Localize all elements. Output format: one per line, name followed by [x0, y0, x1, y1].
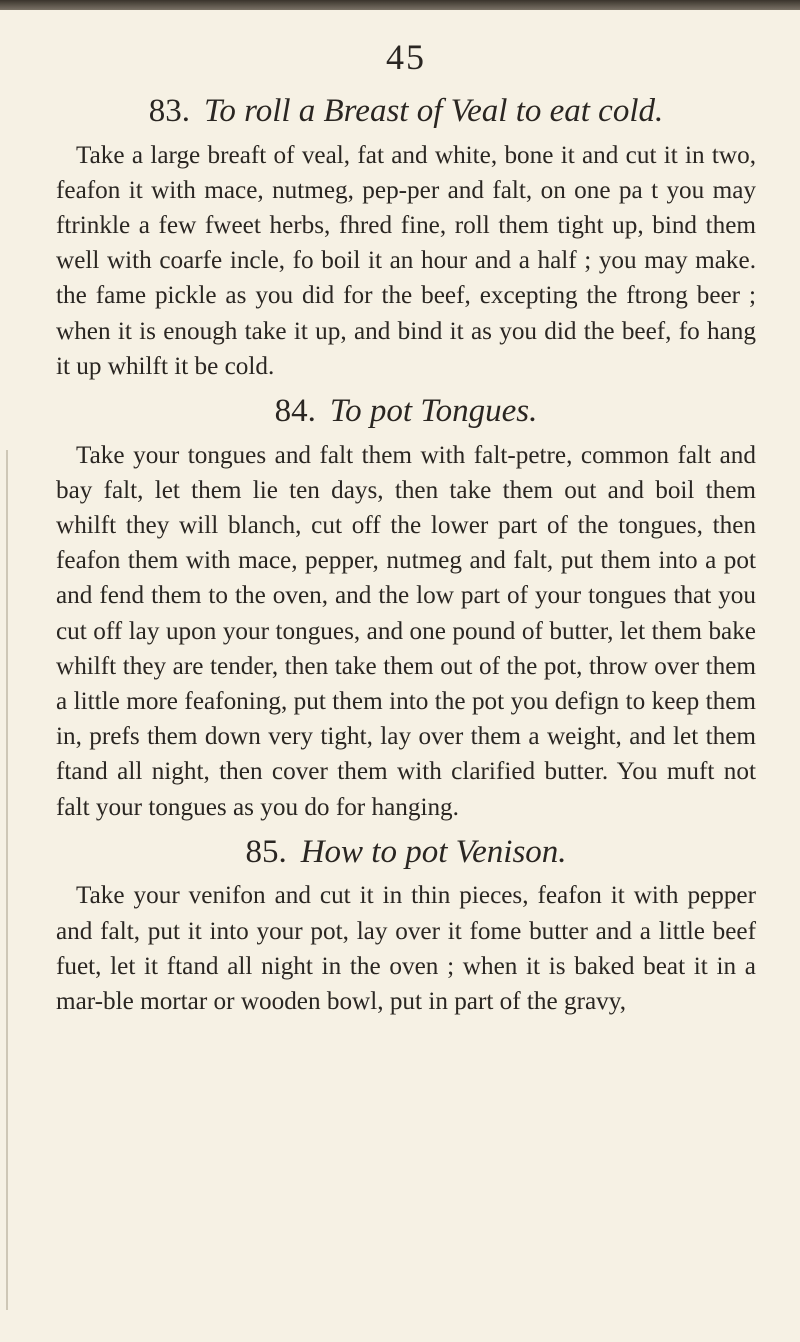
recipe-number: 85. [245, 833, 287, 870]
recipe-text: Take a large breaft of veal, fat and white, bone it and cut it in two, feafon it with mace, nutmeg, pep-per and falt, on one pa t you may ftrinkle a few fweet herbs, fhred fine, roll them tight up, bind them well with coarfe incle, fo boil it an hour and a half ; you may make. the fame pickle as you did for the beef, excepting the ftrong beer ; when it is enough take it up, and bind it as you did the beef, fo hang it up whilft it be cold. [56, 141, 756, 380]
page-gutter-shadow [6, 450, 8, 1310]
recipe-title: To pot Tongues. [329, 393, 538, 430]
recipe-text: Take your tongues and falt them with falt-petre, common falt and bay falt, let them lie ten days, then take them out and boil them whilft they will blanch, cut off the lower part of the tongues, then feafon them with mace, pepper, nutmeg and falt, put them into a pot and fend them to the oven, and the low part of your tongues that you cut off lay upon your tongues, and one pound of butter, let them bake whilft they are tender, then take them out of the pot, throw over them a little more feafoning, put them into the pot you defign to keep them in, prefs them down very tight, lay over them a weight, and let them ftand all night, then cover them with clarified butter. You muft not falt your tongues as you do for hanging. [56, 441, 756, 821]
book-page [56, 36, 756, 1027]
page-number: 45 [386, 37, 426, 77]
recipe-heading [56, 833, 756, 873]
recipe-text: Take your venifon and cut it in thin pieces, feafon it with pepper and falt, put it into your pot, lay over it fome butter and a little beef fuet, let it ftand all night in the oven ; when it is baked beat it in a mar-ble mortar or wooden bowl, put in part of the gravy, [56, 882, 756, 1016]
recipe-85 [56, 833, 756, 1019]
recipe-84 [56, 392, 756, 825]
recipe-83 [56, 92, 756, 384]
recipe-title: To roll a Breast of Veal to eat cold. [204, 93, 664, 129]
recipe-heading [56, 92, 756, 132]
recipe-heading [56, 392, 756, 432]
recipe-number: 84. [274, 393, 316, 430]
recipe-number: 83. [148, 93, 190, 129]
page-top-edge [0, 0, 800, 10]
recipe-title: How to pot Venison. [300, 833, 567, 870]
